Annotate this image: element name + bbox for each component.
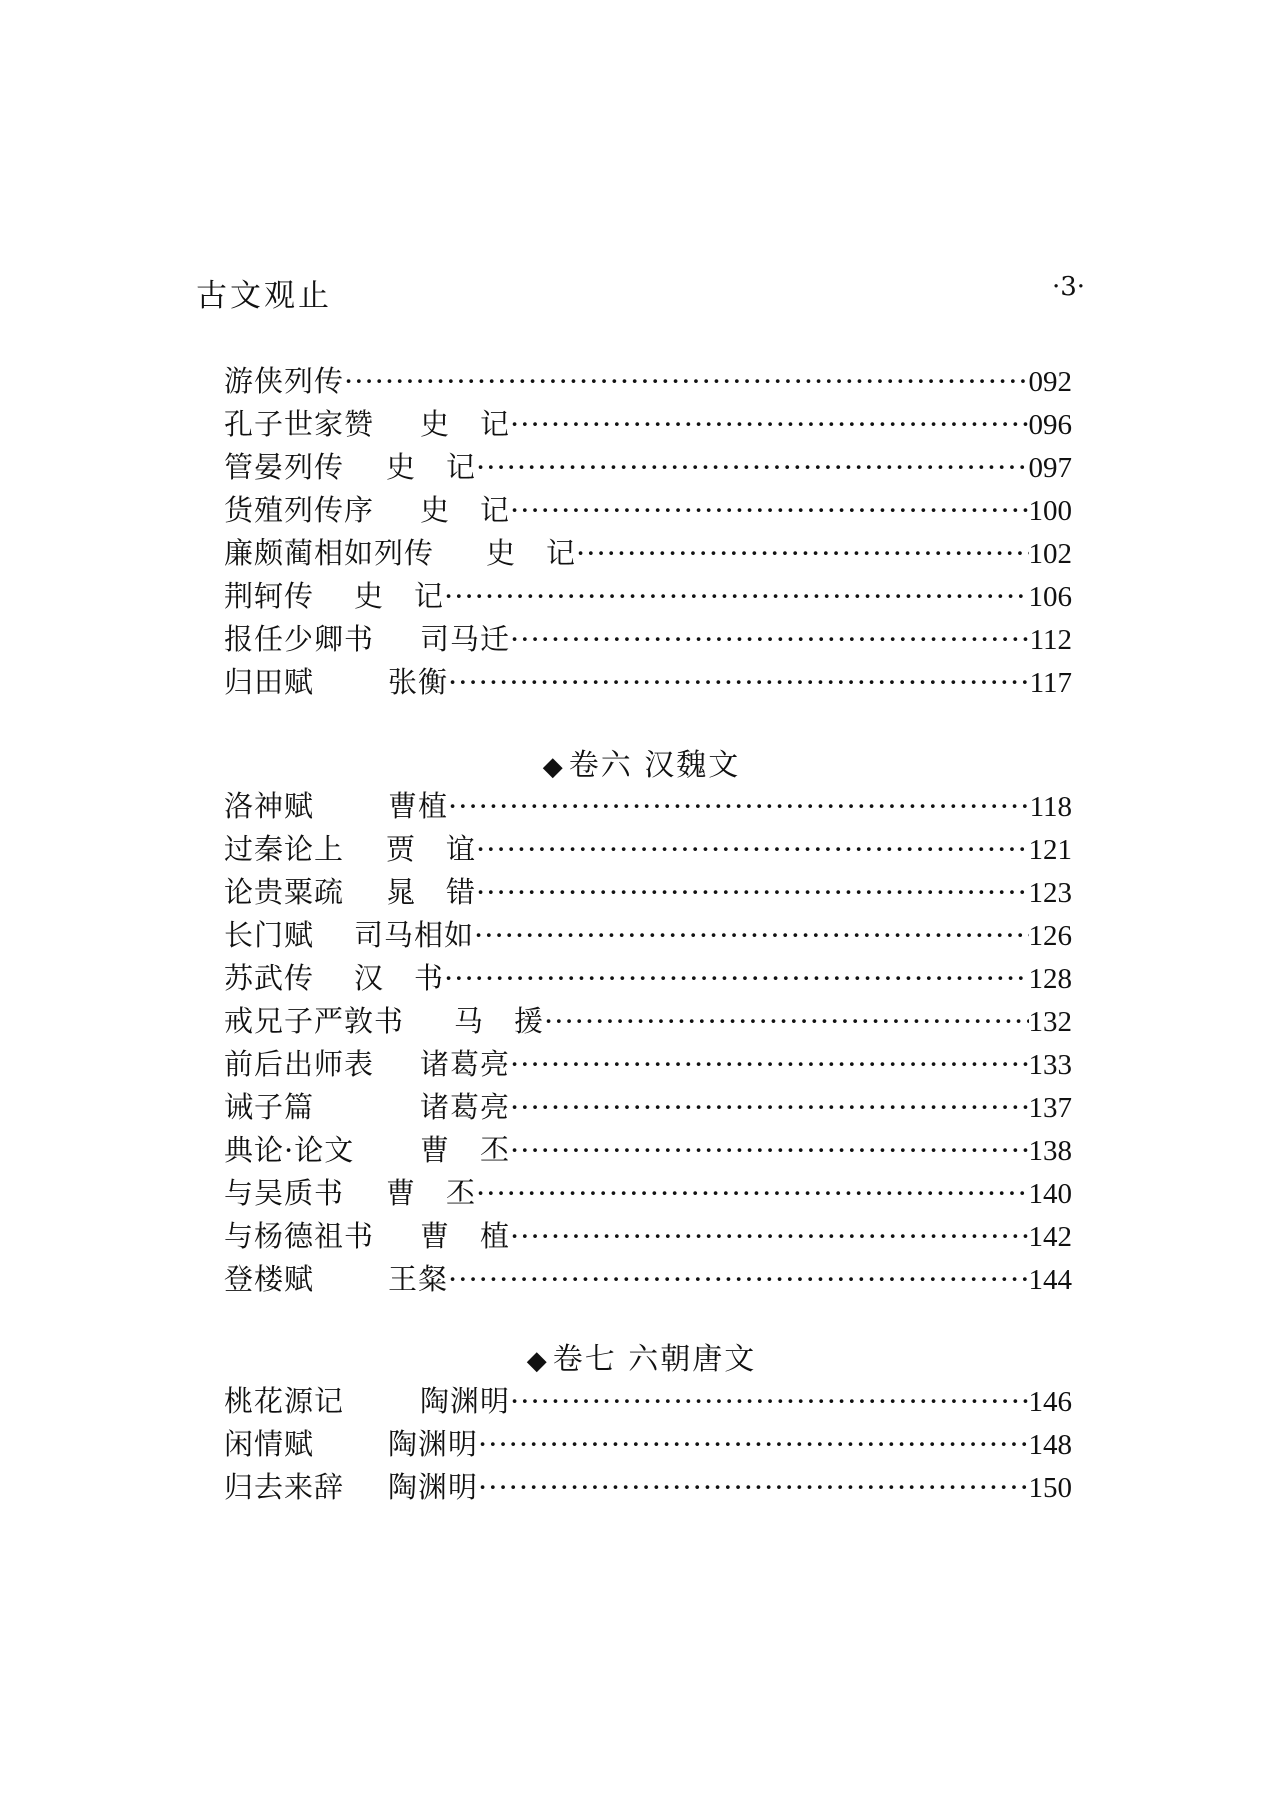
entry-author: 史 记 xyxy=(354,579,445,613)
entry-author: 晁 错 xyxy=(386,875,477,909)
entry-page: 138 xyxy=(1028,1135,1072,1167)
entry-title: 过秦论上 xyxy=(224,832,345,866)
dot-leader xyxy=(476,1172,1028,1215)
page-number: ·3· xyxy=(1052,272,1086,302)
entry-author: 史 记 xyxy=(486,536,577,570)
toc-section-vol6 xyxy=(224,785,1072,1301)
entry-title: 与杨德祖书 xyxy=(224,1219,375,1253)
entry-author: 王粲 xyxy=(388,1262,449,1296)
entry-page: 150 xyxy=(1028,1472,1072,1504)
dot-leader xyxy=(474,914,1028,957)
toc-entry[interactable] xyxy=(224,828,1072,871)
entry-page: 118 xyxy=(1029,791,1072,823)
toc-entry[interactable] xyxy=(224,1466,1072,1509)
dot-leader xyxy=(510,489,1028,532)
dot-leader xyxy=(448,661,1030,704)
dot-leader xyxy=(510,1043,1028,1086)
entry-title: 报任少卿书 xyxy=(224,622,375,656)
dot-leader xyxy=(444,957,1028,1000)
entry-author: 马 援 xyxy=(454,1004,545,1038)
entry-title: 货殖列传序 xyxy=(224,493,375,527)
entry-title: 闲情赋 xyxy=(224,1427,315,1461)
entry-page: 106 xyxy=(1028,581,1072,613)
entry-page: 148 xyxy=(1028,1429,1072,1461)
entry-title: 孔子世家赞 xyxy=(224,407,375,441)
volume-heading-text: 卷六 汉魏文 xyxy=(568,748,741,783)
entry-title: 前后出师表 xyxy=(224,1047,375,1081)
dot-leader xyxy=(478,1423,1028,1466)
entry-title: 诫子篇 xyxy=(224,1090,315,1124)
entry-title: 廉颇蔺相如列传 xyxy=(224,536,435,570)
entry-author: 司马相如 xyxy=(354,918,475,952)
dot-leader xyxy=(510,1380,1028,1423)
dot-leader xyxy=(510,403,1028,446)
entry-author: 曹 丕 xyxy=(386,1176,477,1210)
toc-entry[interactable] xyxy=(224,1172,1072,1215)
dot-leader xyxy=(476,828,1028,871)
entry-title: 桃花源记 xyxy=(224,1384,345,1418)
toc-entry[interactable] xyxy=(224,661,1072,704)
entry-author: 司马迁 xyxy=(420,622,511,656)
entry-title: 与吴质书 xyxy=(224,1176,345,1210)
dot-leader xyxy=(448,785,1030,828)
entry-page: 102 xyxy=(1028,538,1072,570)
entry-author: 汉 书 xyxy=(354,961,445,995)
toc-entry[interactable] xyxy=(224,1086,1072,1129)
entry-page: 146 xyxy=(1028,1386,1072,1418)
entry-title: 典论·论文 xyxy=(224,1133,355,1167)
entry-title: 荆轲传 xyxy=(224,579,315,613)
entry-page: 128 xyxy=(1028,963,1072,995)
dot-leader xyxy=(448,1258,1028,1301)
entry-page: 123 xyxy=(1028,877,1072,909)
entry-author: 曹植 xyxy=(388,789,449,823)
toc-entry[interactable] xyxy=(224,914,1072,957)
entry-title: 论贵粟疏 xyxy=(224,875,345,909)
toc-entry[interactable] xyxy=(224,1258,1072,1301)
entry-page: 132 xyxy=(1028,1006,1072,1038)
entry-author: 曹 植 xyxy=(420,1219,511,1253)
toc-entry[interactable] xyxy=(224,871,1072,914)
entry-author: 张衡 xyxy=(388,665,449,699)
dot-leader xyxy=(476,871,1028,914)
volume-heading-6 xyxy=(0,740,1283,784)
dot-leader xyxy=(444,575,1028,618)
entry-page: 096 xyxy=(1028,409,1072,441)
entry-author: 贾 谊 xyxy=(386,832,477,866)
entry-title: 归去来辞 xyxy=(224,1470,345,1504)
entry-page: 092 xyxy=(1028,366,1072,398)
dot-leader xyxy=(510,618,1030,661)
entry-author: 史 记 xyxy=(420,493,511,527)
entry-title: 戒兄子严敦书 xyxy=(224,1004,405,1038)
toc-entry[interactable] xyxy=(224,1423,1072,1466)
entry-author: 陶渊明 xyxy=(388,1427,479,1461)
diamond-icon: ◆ xyxy=(542,752,565,782)
dot-leader xyxy=(478,1466,1028,1509)
toc-section-vol7 xyxy=(224,1380,1072,1509)
entry-page: 142 xyxy=(1028,1221,1072,1253)
entry-title: 苏武传 xyxy=(224,961,315,995)
diamond-icon: ◆ xyxy=(526,1346,549,1376)
entry-title: 归田赋 xyxy=(224,665,315,699)
toc-entry[interactable] xyxy=(224,1380,1072,1423)
entry-title: 长门赋 xyxy=(224,918,315,952)
entry-page: 144 xyxy=(1028,1264,1072,1296)
toc-entry[interactable] xyxy=(224,957,1072,1000)
toc-entry[interactable] xyxy=(224,489,1072,532)
entry-page: 126 xyxy=(1028,920,1072,952)
entry-page: 100 xyxy=(1028,495,1072,527)
entry-page: 121 xyxy=(1028,834,1072,866)
entry-author: 史 记 xyxy=(386,450,477,484)
dot-leader xyxy=(544,1000,1028,1043)
entry-author: 陶渊明 xyxy=(420,1384,511,1418)
entry-title: 登楼赋 xyxy=(224,1262,315,1296)
dot-leader xyxy=(510,1215,1028,1258)
toc-section-continued xyxy=(224,360,1072,704)
entry-title: 管晏列传 xyxy=(224,450,345,484)
volume-heading-text: 卷七 六朝唐文 xyxy=(552,1342,757,1377)
dot-leader xyxy=(510,1086,1028,1129)
volume-heading-7 xyxy=(0,1334,1283,1378)
entry-title: 游侠列传 xyxy=(224,364,345,398)
entry-author: 陶渊明 xyxy=(388,1470,479,1504)
entry-title: 洛神赋 xyxy=(224,789,315,823)
book-title: 古文观止 xyxy=(196,278,332,314)
toc-entry[interactable] xyxy=(224,532,1072,575)
entry-page: 133 xyxy=(1028,1049,1072,1081)
toc-entry[interactable] xyxy=(224,1215,1072,1258)
toc-entry[interactable] xyxy=(224,785,1072,828)
entry-page: 097 xyxy=(1028,452,1072,484)
dot-leader xyxy=(344,360,1028,403)
dot-leader xyxy=(476,446,1028,489)
toc-entry[interactable] xyxy=(224,1000,1072,1043)
toc-entry[interactable] xyxy=(224,575,1072,618)
entry-author: 诸葛亮 xyxy=(420,1090,511,1124)
dot-leader xyxy=(576,532,1028,575)
entry-author: 史 记 xyxy=(420,407,511,441)
entry-page: 140 xyxy=(1028,1178,1072,1210)
toc-entry[interactable] xyxy=(224,360,1072,403)
dot-leader xyxy=(510,1129,1028,1172)
toc-entry[interactable] xyxy=(224,618,1072,661)
entry-author: 诸葛亮 xyxy=(420,1047,511,1081)
entry-page: 137 xyxy=(1028,1092,1072,1124)
toc-entry[interactable] xyxy=(224,1043,1072,1086)
entry-author: 曹 丕 xyxy=(420,1133,511,1167)
toc-entry[interactable] xyxy=(224,446,1072,489)
entry-page: 112 xyxy=(1029,624,1072,656)
toc-entry[interactable] xyxy=(224,1129,1072,1172)
toc-entry[interactable] xyxy=(224,403,1072,446)
entry-page: 117 xyxy=(1029,667,1072,699)
